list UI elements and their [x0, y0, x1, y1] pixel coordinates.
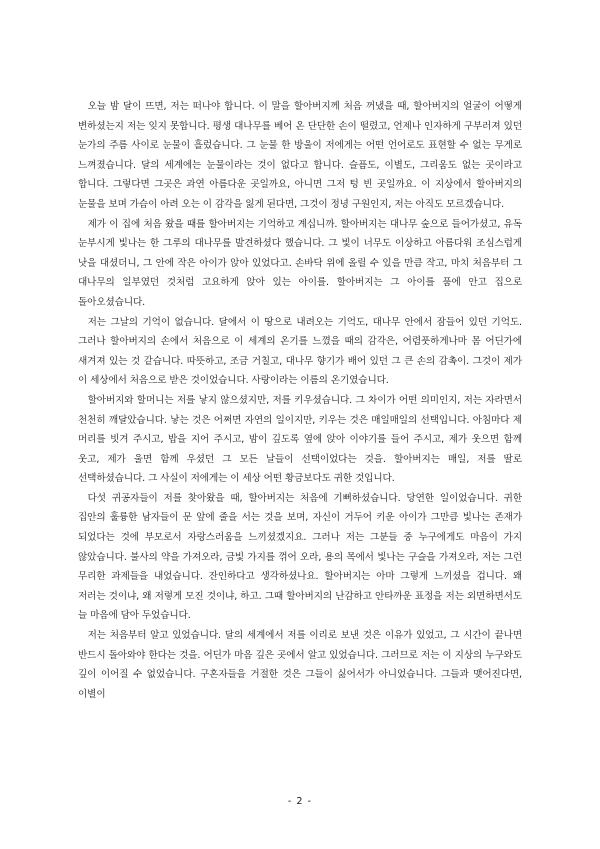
page-body — [78, 97, 522, 704]
paragraph-5: 다섯 귀공자들이 저를 찾아왔을 때, 할아버지는 처음에 기뻐하셨습니다. 당연한 일이었습니다. 귀한 집안의 훌륭한 남자들이 문 앞에 줄을 서는 것을 보며, 자신이 거두어 키운 아이가 그만큼 빛나는 존재가 되었다는 것에 부모로서 자랑스러움을 느끼셨겠지요. 그러나 저는 그분들 중 누구에게도 마음이 가지 않았습니다. 불사의 약을 가져오라, 금빛 가지를 꺾어 오라, 용의 목에서 빛나는 구슬을 가져오라, 저는 그런 무리한 과제들을 내었습니다. 잔인하다고 생각하셨나요. 할아버지는 아마 그렇게 느끼셨을 겁니다. 왜 저러는 것이냐, 왜 저렇게 모진 것이냐, 하고. 그때 할아버지의 난감하고 안타까운 표정을 저는 외면하면서도 늘 마음에 담아 두었습니다. — [78, 492, 522, 622]
paragraph-4: 할아버지와 할머니는 저를 낳지 않으셨지만, 저를 키우셨습니다. 그 차이가 어떤 의미인지, 저는 자라면서 천천히 깨달았습니다. 낳는 것은 어쩌면 자연의 일이지만, 키우는 것은 매일매일의 선택입니다. 아침마다 제 머리를 빗겨 주시고, 밥을 지어 주시고, 밤이 깊도록 옆에 앉아 이야기를 들어 주시고, 제가 웃으면 함께 웃고, 제가 울면 함께 우셨던 그 모든 날들이 선택이었다는 것을. 할아버지는 매일, 저를 딸로 선택하셨습니다. 그 사실이 저에게는 이 세상 어떤 황금보다도 귀한 것입니다. — [78, 394, 522, 485]
paragraph-2: 제가 이 집에 처음 왔을 때를 할아버지는 기억하고 계십니까. 할아버지는 대나무 숲으로 들어가셨고, 유독 눈부시게 빛나는 한 그루의 대나무를 발견하셨다 했습니다. 그 빛이 너무도 이상하고 아름다워 조심스럽게 낫을 대셨더니, 그 안에 작은 아이가 앉아 있었다고. 손바닥 위에 올릴 수 있을 만큼 작고, 마치 처음부터 그 대나무의 일부였던 것처럼 고요하게 앉아 있는 아이를. 할아버지는 그 아이를 품에 안고 집으로 돌아오셨습니다. — [78, 218, 522, 308]
paragraph-6: 저는 처음부터 알고 있었습니다. 달의 세계에서 저를 이리로 보낸 것은 이유가 있었고, 그 시간이 끝나면 반드시 돌아와야 한다는 것을. 어딘가 마음 깊은 곳에서 알고 있었습니다. 그러므로 저는 이 지상의 누구와도 깊이 이어질 수 없었습니다. 구혼자들을 거절한 것은 그들이 싫어서가 아니었습니다. 그들과 맺어진다면, 이별이 — [78, 630, 522, 700]
paragraph-3: 저는 그날의 기억이 없습니다. 달에서 이 땅으로 내려오는 기억도, 대나무 안에서 잠들어 있던 기억도. 그러나 할아버지의 손에서 처음으로 이 세계의 온기를 느꼈을 때의 감각은, 어렴풋하게나마 몸 어딘가에 새겨져 있는 것 같습니다. 따뜻하고, 조금 거칠고, 대나무 향기가 배어 있던 그 큰 손의 감촉이. 그것이 제가 이 세상에서 처음으로 받은 것이었습니다. 사랑이라는 이름의 온기였습니다. — [78, 316, 522, 387]
paragraph-1: 오늘 밤 달이 뜨면, 저는 떠나야 합니다. 이 말을 할아버지께 처음 꺼냈을 때, 할아버지의 얼굴이 어떻게 변하셨는지 저는 잊지 못합니다. 평생 대나무를 베어 온 단단한 손이 떨렸고, 언제나 인자하게 구부러져 있던 눈가의 주름 사이로 눈물이 흘렀습니다. 그 눈물 한 방울이 저에게는 어떤 언어로도 표현할 수 없는 무게로 느껴졌습니다. 달의 세계에는 눈물이라는 것이 없다고 합니다. 슬픔도, 이별도, 그리움도 없는 곳이라고 합니다. 그렇다면 그곳은 과연 아름다운 곳일까요, 아니면 그저 텅 빈 곳일까요. 이 지상에서 할아버지의 눈물을 보며 가슴이 아려 오는 이 감각을 잃게 된다면, 그것이 정녕 구원인지, 저는 아직도 모르겠습니다. — [78, 101, 522, 210]
page-number: - 2 - — [287, 796, 313, 807]
